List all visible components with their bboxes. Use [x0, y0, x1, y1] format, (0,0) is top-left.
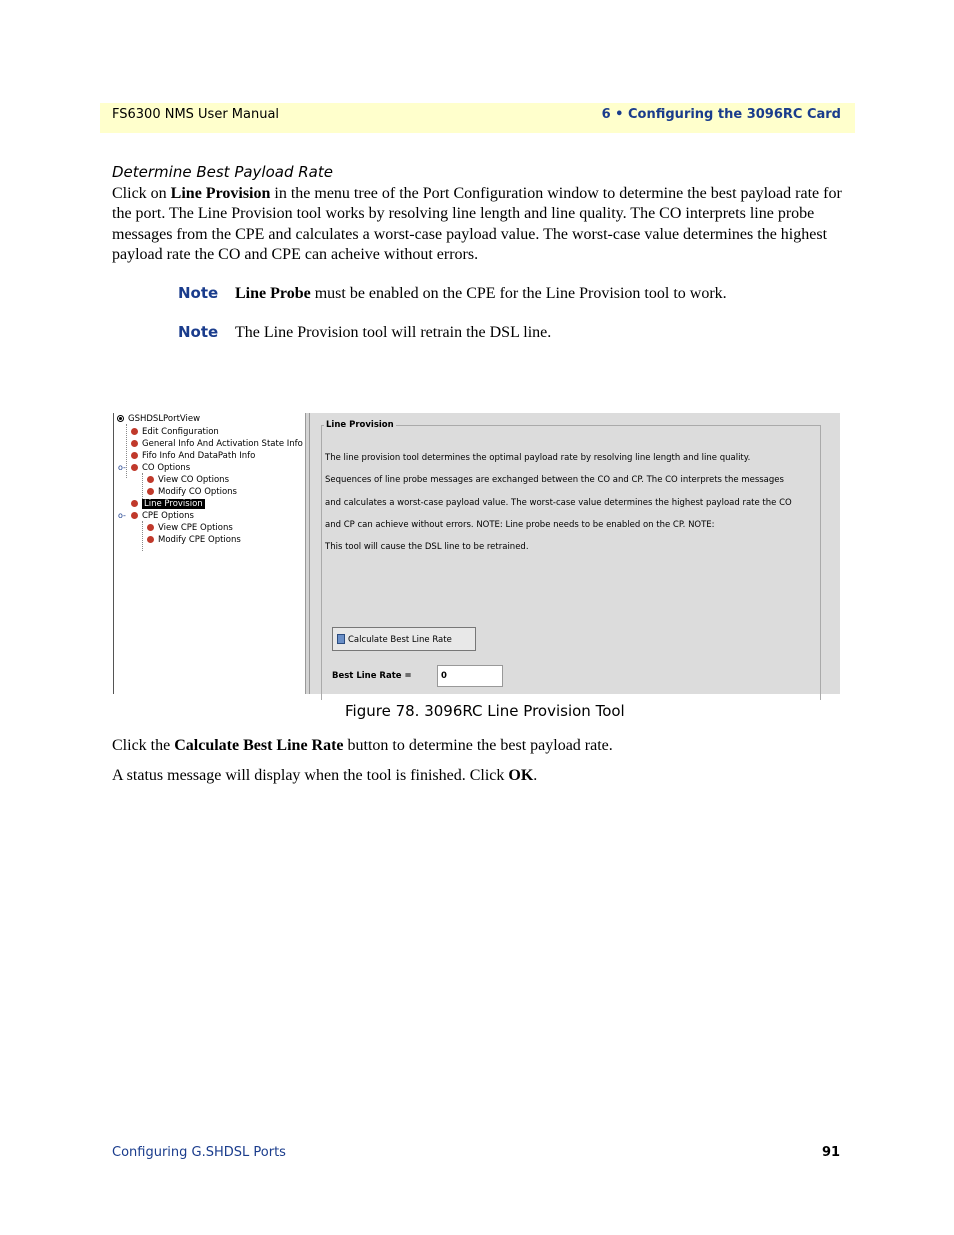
- section-title: Determine Best Payload Rate: [112, 163, 333, 181]
- description-line: The line provision tool determines the optimal payload rate by resolving line length and line quality.: [325, 453, 751, 463]
- expand-toggle-icon[interactable]: o-: [118, 463, 126, 472]
- tree-item-edit-configuration[interactable]: Edit Configuration: [131, 427, 219, 438]
- status-message-instruction: A status message will display when the tool is finished. Click OK.: [112, 767, 538, 784]
- expand-toggle-icon[interactable]: o-: [118, 511, 126, 520]
- tree-item-line-provision[interactable]: Line Provision: [131, 499, 205, 510]
- tree-item-co-options[interactable]: CO Options: [131, 463, 190, 474]
- calculate-best-line-rate-button[interactable]: Calculate Best Line Rate: [332, 627, 476, 651]
- note-label: Note: [178, 284, 219, 302]
- note-retrain: Note The Line Provision tool will retrain the DSL line.: [178, 323, 552, 341]
- leaf-icon: [131, 500, 138, 507]
- group-title: Line Provision: [326, 420, 394, 430]
- footer-section-title: Configuring G.SHDSL Ports: [112, 1145, 286, 1160]
- manual-title: FS6300 NMS User Manual: [112, 107, 280, 122]
- note-line-probe: Note Line Probe must be enabled on the CPE for the Line Provision tool to work.: [178, 284, 727, 302]
- tree-item-fifo-info[interactable]: Fifo Info And DataPath Info: [131, 451, 255, 462]
- leaf-icon: [147, 488, 154, 495]
- folder-icon: [131, 512, 138, 519]
- menu-tree: [117, 413, 303, 694]
- line-provision-term: Line Provision: [170, 185, 271, 202]
- tree-item-general-info[interactable]: General Info And Activation State Info: [131, 439, 303, 450]
- leaf-icon: [147, 536, 154, 543]
- best-line-rate-field[interactable]: [437, 665, 503, 687]
- tree-connector: [142, 521, 143, 551]
- root-icon: [117, 415, 124, 422]
- leaf-icon: [147, 524, 154, 531]
- description-line: and calculates a worst-case payload value. The worst-case value determines the highest payload rate the CO: [325, 498, 792, 508]
- page-number: 91: [822, 1145, 841, 1160]
- intro-paragraph: Click on Line Provision in the menu tree of the Port Configuration window to determine the best payload rate for the port. The Line Provision tool works by resolving line length and line quality. The CO interprets line probe messages from the CPE and calculates a worst-case payload value. The worst-case value determines the highest payload rate the CO and CPE can acheive without errors.: [112, 185, 842, 264]
- calculator-icon: [337, 634, 345, 644]
- description-line: This tool will cause the DSL line to be retrained.: [325, 542, 529, 552]
- folder-icon: [131, 464, 138, 471]
- chapter-title: 6 • Configuring the 3096RC Card: [601, 107, 841, 122]
- line-provision-panel: [310, 413, 840, 694]
- line-provision-screenshot: [113, 413, 840, 694]
- tree-border: [113, 413, 114, 694]
- leaf-icon: [131, 440, 138, 447]
- figure-caption: Figure 78. 3096RC Line Provision Tool: [345, 702, 625, 720]
- description-line: Sequences of line probe messages are exchanged between the CO and CP. The CO interprets the messages: [325, 475, 784, 485]
- tree-item-view-cpe-options[interactable]: View CPE Options: [147, 523, 233, 534]
- leaf-icon: [131, 452, 138, 459]
- description-line: and CP can achieve without errors. NOTE: Line probe needs to be enabled on the CP. NOTE:: [325, 520, 715, 530]
- leaf-icon: [131, 428, 138, 435]
- note-label: Note: [178, 323, 219, 341]
- tree-item-view-co-options[interactable]: View CO Options: [147, 475, 229, 486]
- tree-item-modify-cpe-options[interactable]: Modify CPE Options: [147, 535, 241, 546]
- best-line-rate-label: Best Line Rate =: [332, 671, 412, 681]
- tree-root[interactable]: GSHDSLPortView: [117, 414, 200, 425]
- tree-item-modify-co-options[interactable]: Modify CO Options: [147, 487, 237, 498]
- running-header: [100, 103, 855, 133]
- leaf-icon: [147, 476, 154, 483]
- tree-connector: [126, 424, 127, 478]
- line-provision-group: [321, 420, 821, 700]
- tree-item-cpe-options[interactable]: CPE Options: [131, 511, 194, 522]
- calculate-instruction: Click the Calculate Best Line Rate button to determine the best payload rate.: [112, 737, 613, 754]
